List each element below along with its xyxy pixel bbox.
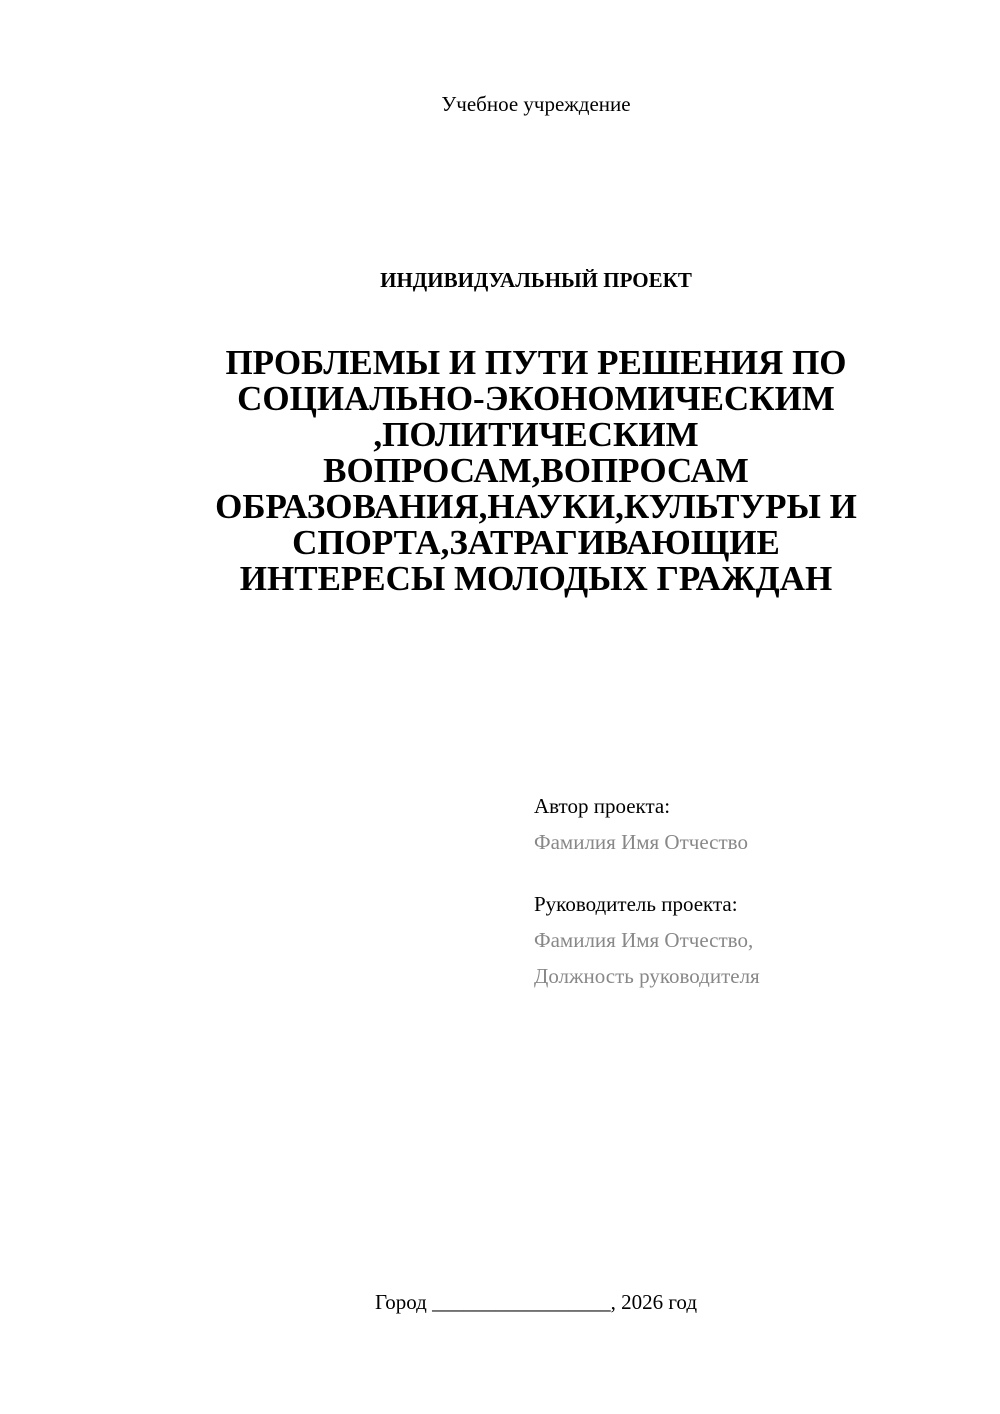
institution-name: Учебное учреждение (441, 92, 631, 116)
project-title-line: СОЦИАЛЬНО-ЭКОНОМИЧЕСКИМ (237, 379, 835, 418)
project-title-line: ВОПРОСАМ,ВОПРОСАМ (323, 451, 749, 490)
authors-block (534, 788, 974, 994)
author-name: Фамилия Имя Отчество (534, 830, 748, 854)
supervisor-position: Должность руководителя (534, 964, 760, 988)
project-title-line: ИНТЕРЕСЫ МОЛОДЫХ ГРАЖДАН (239, 559, 833, 598)
project-title-line: СПОРТА,ЗАТРАГИВАЮЩИЕ (292, 523, 780, 562)
project-title-line: ОБРАЗОВАНИЯ,НАУКИ,КУЛЬТУРЫ И (215, 487, 857, 526)
project-title (130, 345, 942, 597)
project-title-line: ПРОБЛЕМЫ И ПУТИ РЕШЕНИЯ ПО (225, 343, 847, 382)
author-label: Автор проекта: (534, 794, 671, 818)
project-type-heading: ИНДИВИДУАЛЬНЫЙ ПРОЕКТ (380, 268, 692, 292)
project-title-line: ,ПОЛИТИЧЕСКИМ (373, 415, 699, 454)
supervisor-label: Руководитель проекта: (534, 892, 738, 916)
city-year-footer: Город _________________, 2026 год (374, 1290, 698, 1314)
supervisor-name: Фамилия Имя Отчество, (534, 928, 754, 952)
